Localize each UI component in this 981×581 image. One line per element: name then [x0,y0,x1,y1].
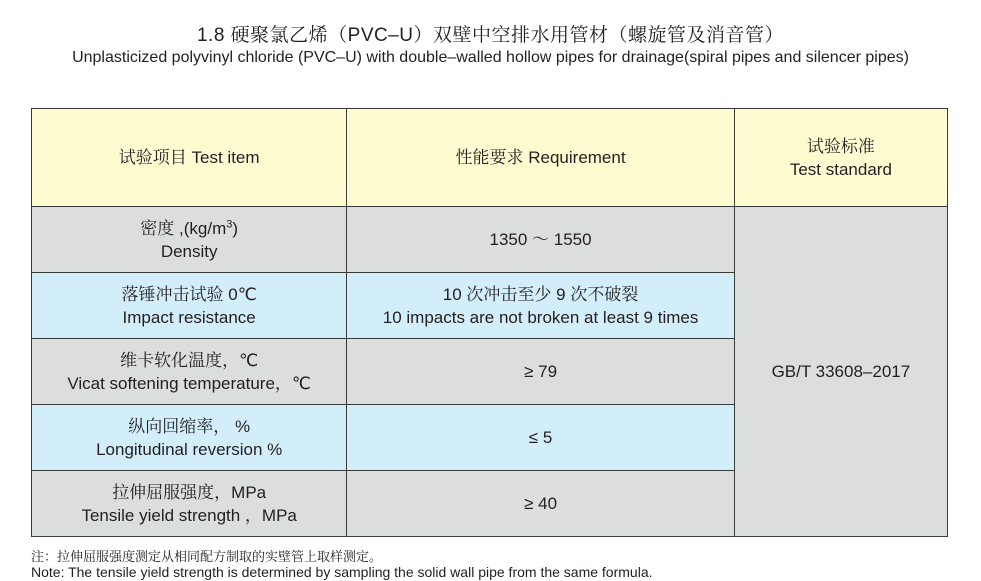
header-test-standard [734,109,947,207]
row-requirement [347,471,734,537]
table-row [32,207,948,273]
footnote-zh: 注：拉伸屈服强度测定从相同配方制取的实壁管上取样测定。 [31,549,383,564]
item-en: Density [160,241,218,261]
row-test-item [32,471,347,537]
page-title-en: Unplasticized polyvinyl chloride (PVC–U) with double–walled hollow pipes for drainage(spiral pipes and silencer pipes) [72,49,909,66]
requirement-value: ≥ 79 [524,362,558,381]
header-standard-en: Test standard [789,159,892,179]
header-requirement: 性能要求 Requirement [347,109,734,207]
requirement-zh: 10 次冲击至少 9 次不破裂 [442,284,639,304]
row-requirement [347,405,734,471]
item-en: Tensile yield strength ，MPa [81,505,297,525]
item-zh: 密度 $,(kg/m^3)$ [140,217,239,238]
item-zh: 纵向回缩率， % [128,416,251,436]
requirement-value: ≤ 5 [528,428,553,447]
row-test-item [32,273,347,339]
header-standard-zh: 试验标准 [806,136,875,156]
item-en: Impact resistance [122,307,256,327]
row-requirement [347,273,734,339]
row-requirement [347,207,734,273]
item-zh: 维卡软化温度，℃ [120,350,259,370]
row-test-item [32,207,347,273]
page-title-zh: 1.8 硬聚氯乙烯（PVC–U）双壁中空排水用管材（螺旋管及消音管） [196,25,785,46]
table-header-row [32,109,948,207]
test-standard-cell: GB/T 33608–2017 [734,207,947,537]
item-zh: 拉伸屈服强度，MPa [112,482,267,502]
spec-table [31,108,948,537]
row-test-item [32,339,347,405]
requirement-value: ≥ 40 [524,494,558,513]
row-requirement [347,339,734,405]
row-test-item [32,405,347,471]
header-test-item: 试验项目 Test item [32,109,347,207]
footnote-en: Note: The tensile yield strength is determined by sampling the solid wall pipe from the same formula. [31,564,653,580]
item-en: Longitudinal reversion % [96,439,283,459]
item-zh: 落锤冲击试验 0℃ [121,284,257,304]
requirement-en: 10 impacts are not broken at least 9 times [382,307,699,327]
requirement-value: 1350 ～ 1550 [489,230,592,249]
item-en: Vicat softening temperature，℃ [67,373,312,393]
